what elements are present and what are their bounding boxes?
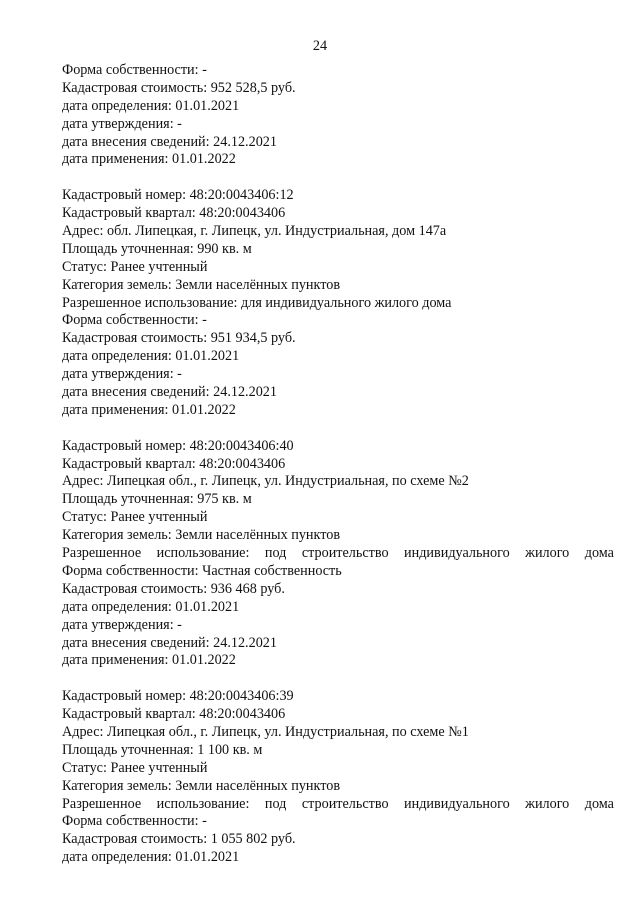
parcel-record: [62, 187, 614, 420]
word: строительство: [301, 795, 389, 812]
address: Адрес: обл. Липецкая, г. Липецк, ул. Индустриальная, дом 147а: [62, 223, 447, 240]
word: использование:: [156, 795, 250, 812]
entry-date: дата внесения сведений: 24.12.2021: [62, 384, 277, 401]
word: Разрешенное: [62, 795, 142, 812]
approval-date: дата утверждения: -: [62, 616, 182, 633]
cadastral-number: Кадастровый номер: 48:20:0043406:40: [62, 437, 294, 454]
word: жилого: [525, 545, 570, 562]
cadastral-value: Кадастровая стоимость: 952 528,5 руб.: [62, 79, 296, 96]
entry-date: дата внесения сведений: 24.12.2021: [62, 634, 277, 651]
word: индивидуального: [404, 795, 510, 812]
word: дома: [584, 795, 614, 812]
approval-date: дата утверждения: -: [62, 115, 182, 132]
word: индивидуального: [404, 545, 510, 562]
determination-date: дата определения: 01.01.2021: [62, 849, 240, 866]
cadastral-value: Кадастровая стоимость: 1 055 802 руб.: [62, 831, 296, 848]
cadastral-value: Кадастровая стоимость: 936 468 руб.: [62, 580, 285, 597]
determination-date: дата определения: 01.01.2021: [62, 97, 240, 114]
cadastral-value: Кадастровая стоимость: 951 934,5 руб.: [62, 330, 296, 347]
permitted-use: Разрешенное использование: для индивидуального жилого дома: [62, 294, 452, 311]
status: Статус: Ранее учтенный: [62, 258, 208, 275]
cadastral-quarter: Кадастровый квартал: 48:20:0043406: [62, 455, 286, 472]
ownership-form: Форма собственности: -: [62, 312, 207, 329]
permitted-use: [62, 796, 614, 814]
area: Площадь уточненная: 975 кв. м: [62, 491, 252, 508]
permitted-use: [62, 545, 614, 563]
application-date: дата применения: 01.01.2022: [62, 401, 236, 418]
word: под: [264, 795, 287, 812]
cadastral-number: Кадастровый номер: 48:20:0043406:39: [62, 688, 294, 705]
status: Статус: Ранее учтенный: [62, 509, 208, 526]
determination-date: дата определения: 01.01.2021: [62, 598, 240, 615]
page-number: 24: [312, 38, 328, 54]
word: строительство: [301, 545, 389, 562]
cadastral-quarter: Кадастровый квартал: 48:20:0043406: [62, 706, 286, 723]
address: Адрес: Липецкая обл., г. Липецк, ул. Индустриальная, по схеме №1: [62, 723, 469, 740]
land-category: Категория земель: Земли населённых пунктов: [62, 276, 341, 293]
application-date: дата применения: 01.01.2022: [62, 151, 236, 168]
word: использование:: [156, 545, 250, 562]
word: дома: [584, 545, 614, 562]
ownership-form: Форма собственности: -: [62, 62, 207, 78]
determination-date: дата определения: 01.01.2021: [62, 348, 240, 365]
word: Разрешенное: [62, 545, 142, 562]
page-content: [62, 62, 614, 867]
address: Адрес: Липецкая обл., г. Липецк, ул. Индустриальная, по схеме №2: [62, 473, 469, 490]
ownership-form: Форма собственности: -: [62, 813, 207, 830]
status: Статус: Ранее учтенный: [62, 759, 208, 776]
entry-date: дата внесения сведений: 24.12.2021: [62, 133, 277, 150]
land-category: Категория земель: Земли населённых пунктов: [62, 777, 341, 794]
cadastral-number: Кадастровый номер: 48:20:0043406:12: [62, 187, 294, 204]
area: Площадь уточненная: 990 кв. м: [62, 240, 252, 257]
application-date: дата применения: 01.01.2022: [62, 652, 236, 669]
parcel-record: [62, 438, 614, 671]
cadastral-quarter: Кадастровый квартал: 48:20:0043406: [62, 205, 286, 222]
previous-record-tail: [62, 62, 614, 169]
ownership-form: Форма собственности: Частная собственность: [62, 562, 342, 579]
land-category: Категория земель: Земли населённых пунктов: [62, 527, 341, 544]
area: Площадь уточненная: 1 100 кв. м: [62, 741, 263, 758]
word: жилого: [525, 795, 570, 812]
word: под: [264, 545, 287, 562]
approval-date: дата утверждения: -: [62, 366, 182, 383]
parcel-record: [62, 688, 614, 867]
